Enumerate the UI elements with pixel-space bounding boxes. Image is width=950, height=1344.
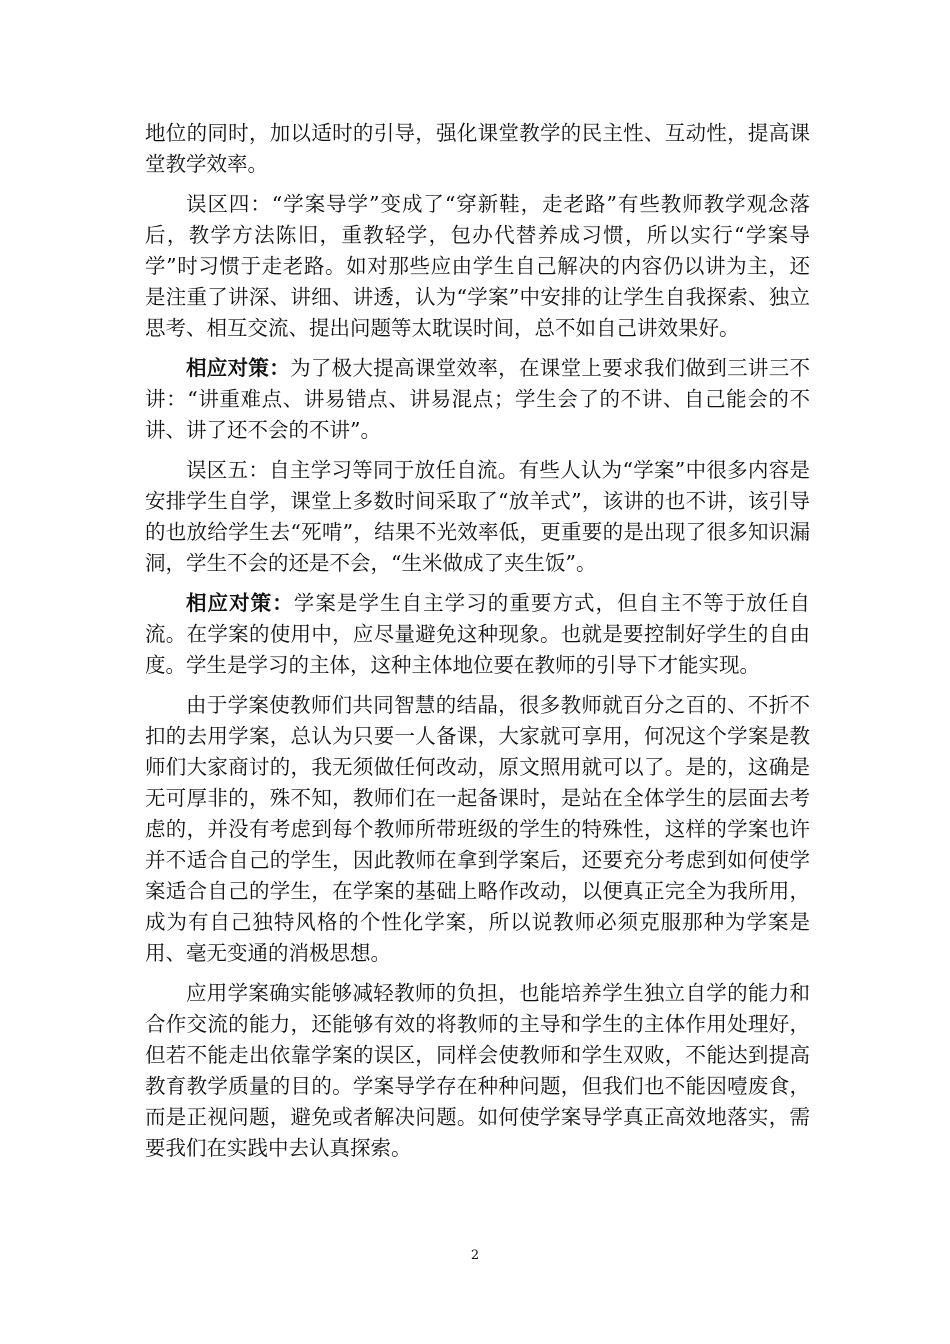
paragraph-2-text: 误区四：“学案导学”变成了“穿新鞋，走老路”有些教师教学观念落后，教学方法陈旧，重教轻学，包办代替养成习惯，所以实行“学案导学”时习惯于走老路。如对那些应由学生自己解决的内容仍以讲为主，还是注重了讲深、讲细、讲透，认为“学案”中安排的让学生自我探索、独立思考、相互交流、提出问题等太耽误时间，总不如自己讲效果好。: [145, 192, 810, 340]
paragraph-6-text: 由于学案使教师们共同智慧的结晶，很多教师就百分之百的、不折不扣的去用学案，总认为只要一人备课，大家就可享用，何况这个学案是教师们大家商讨的，我无须做任何改动，原文照用就可以了。是的，这确是无可厚非的，殊不知，教师们在一起备课时，是站在全体学生的层面去考虑的，并没有考虑到每个教师所带班级的学生的特殊性，这样的学案也许并不适合自己的学生，因此教师在拿到学案后，还要充分考虑到如何使学案适合自己的学生，在学案的基础上略作改动，以便真正完全为我所用，成为有自己独特风格的个性化学案，所以说教师必须克服那种为学案是用、毫无变通的消极思想。: [145, 693, 810, 965]
paragraph-7: [145, 978, 810, 1164]
paragraph-1: [145, 118, 810, 180]
paragraph-7-text: 应用学案确实能够减轻教师的负担，也能培养学生独立自学的能力和合作交流的能力，还能够有效的将教师的主导和学生的主体作用处理好，但若不能走出依靠学案的误区，同样会使教师和学生双败，不能达到提高教育教学质量的目的。学案导学存在种种问题，但我们也不能因噎废食，而是正视问题，避免或者解决问题。如何使学案导学真正高效地落实，需要我们在实践中去认真探索。: [145, 981, 810, 1160]
paragraph-6: [145, 690, 810, 969]
paragraph-3-countermeasure: [145, 353, 810, 446]
paragraph-4-text: 误区五：自主学习等同于放任自流。有些人认为“学案”中很多内容是安排学生自学，课堂上多数时间采取了“放羊式”，该讲的也不讲，该引导的也放给学生去“死啃”，结果不光效率低，更重要的是出现了很多知识漏洞，学生不会的还是不会，“生米做成了夹生饭”。: [145, 458, 810, 575]
page-number: 2: [470, 1248, 480, 1263]
paragraph-5-countermeasure: [145, 588, 810, 681]
paragraph-3-text: 为了极大提高课堂效率，在课堂上要求我们做到三讲三不讲：“讲重难点、讲易错点、讲易混点；学生会了的不讲、自己能会的不讲、讲了还不会的不讲”。: [145, 356, 811, 442]
countermeasure-heading: 相应对策：: [186, 591, 294, 615]
paragraph-2-misconception-4: [145, 189, 810, 344]
paragraph-4-misconception-5: [145, 455, 810, 579]
paragraph-5-text: 学案是学生自主学习的重要方式，但自主不等于放任自流。在学案的使用中，应尽量避免这种现象。也就是要控制好学生的自由度。学生是学习的主体，这种主体地位要在教师的引导下才能实现。: [145, 591, 811, 677]
paragraph-1-text: 地位的同时，加以适时的引导，强化课堂教学的民主性、互动性，提高课堂教学效率。: [145, 121, 810, 176]
countermeasure-heading: 相应对策：: [186, 356, 291, 380]
document-body: [145, 118, 810, 1173]
